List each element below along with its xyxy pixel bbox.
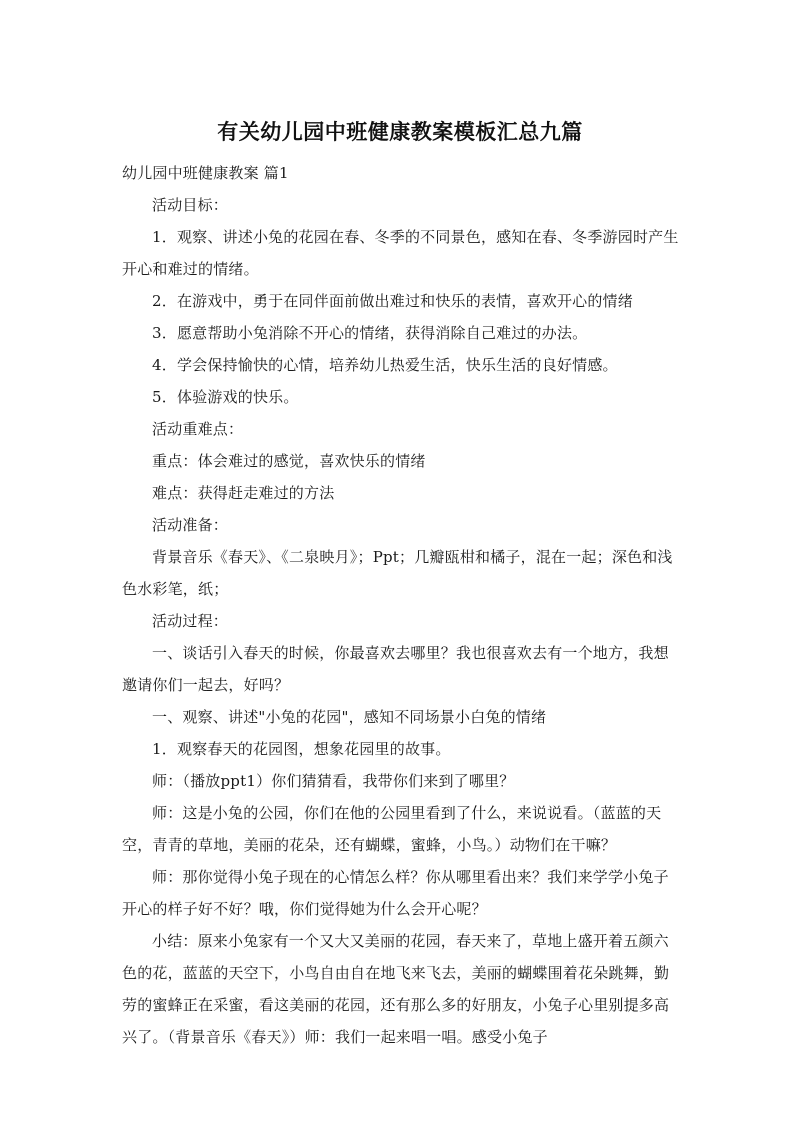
paragraph-goal-2: 2．在游戏中，勇于在同伴面前做出难过和快乐的表情，喜欢开心的情绪 [152,292,633,310]
paragraph-teacher-2: 师：这是小兔的公园，你们在他的公园里看到了什么，来说说看。（蓝蓝的天空，青青的草地，美丽的花朵，还有蝴蝶，蜜蜂，小鸟。）动物们在干嘛？ [122,804,662,854]
paragraph-process-2: 一、观察、讲述"小兔的花园"，感知不同场景小白兔的情绪 [152,708,547,726]
paragraph-teacher-3: 师：那你觉得小兔子现在的心情怎么样？你从哪里看出来？我们来学学小兔子开心的样子好不好？哦，你们觉得她为什么会开心呢？ [122,868,669,918]
paragraph-difficult-point: 难点：获得赶走难过的方法 [152,484,335,502]
paragraph-preparation: 背景音乐《春天》、《二泉映月》；Ppt；几瓣瓯柑和橘子，混在一起；深色和浅色水彩笔，纸； [122,548,673,598]
paragraph-goal-5: 5．体验游戏的快乐。 [152,388,299,406]
document-body [122,157,682,1053]
section-heading: 幼儿园中班健康教案 篇1 [122,164,289,182]
paragraph-preparation-heading: 活动准备： [152,516,229,534]
paragraph-activity-goals: 活动目标： [152,196,229,214]
paragraph-process-1: 一、谈话引入春天的时候，你最喜欢去哪里？我也很喜欢去有一个地方，我想邀请你们一起去，好吗？ [122,644,669,694]
document-title: 有关幼儿园中班健康教案模板汇总九篇 [217,120,583,144]
paragraph-observe: 1．观察春天的花园图，想象花园里的故事。 [152,740,451,758]
paragraph-goal-4: 4．学会保持愉快的心情，培养幼儿热爱生活，快乐生活的良好情感。 [152,356,618,374]
paragraph-key-points-heading: 活动重难点： [152,420,244,438]
paragraph-goal-3: 3．愿意帮助小兔消除不开心的情绪，获得消除自己难过的办法。 [152,324,588,342]
paragraph-teacher-1: 师：（播放ppt1）你们猜猜看，我带你们来到了哪里？ [152,772,515,790]
paragraph-summary: 小结：原来小兔家有一个又大又美丽的花园，春天来了，草地上盛开着五颜六色的花，蓝蓝的天空下，小鸟自由自在地飞来飞去，美丽的蝴蝶围着花朵跳舞，勤劳的蜜蜂正在采蜜，看这美丽的花园，还有那么多的好朋友，小兔子心里别提多高兴了。（背景音乐《春天》）师：我们一起来唱一唱。感受小兔子 [122,932,670,1046]
paragraph-process-heading: 活动过程： [152,612,229,630]
paragraph-goal-1: 1．观察、讲述小兔的花园在春、冬季的不同景色，感知在春、冬季游园时产生开心和难过的情绪。 [122,228,679,278]
paragraph-key-point: 重点：体会难过的感觉，喜欢快乐的情绪 [152,452,426,470]
